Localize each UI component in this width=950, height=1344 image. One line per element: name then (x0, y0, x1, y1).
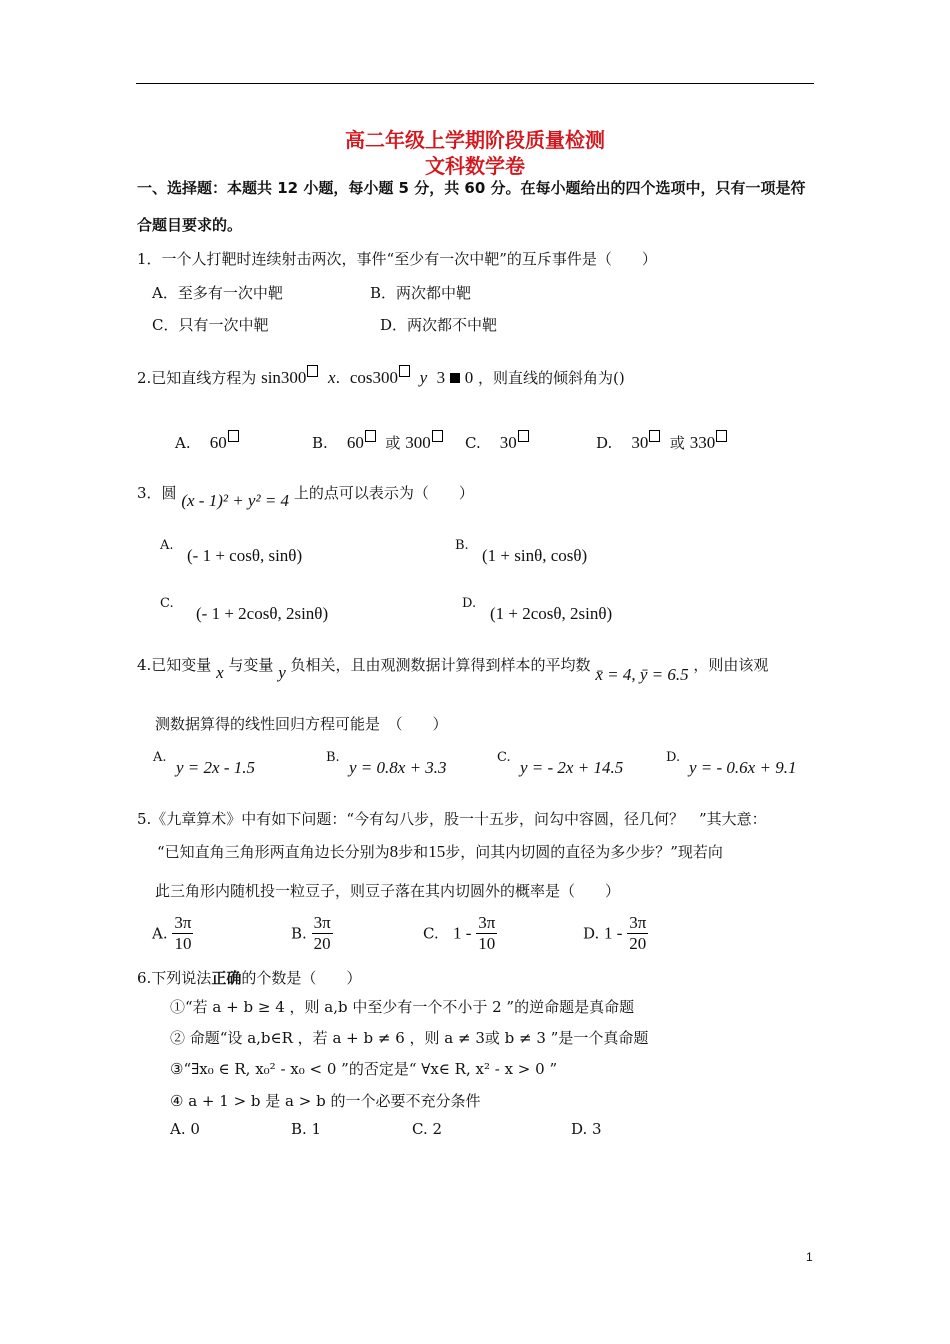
q4-stem (137, 654, 769, 684)
q6-option-b: B. 1 (291, 1120, 322, 1138)
q2-suffix: ，则直线的倾斜角为() (478, 369, 625, 387)
q6-option-d: D. 3 (571, 1120, 602, 1138)
q2-three: 3 (436, 368, 446, 387)
q3-option-d: (1 + 2cosθ, 2sinθ) (490, 604, 613, 623)
q2-d-value2: 330 (689, 433, 716, 452)
q3-option-a: (- 1 + cosθ, sinθ) (187, 546, 303, 565)
q3-option-c: (- 1 + 2cosθ, 2sinθ) (196, 604, 329, 623)
q5-c-label: C. (423, 924, 439, 943)
q2-a-value: 60 (209, 433, 227, 452)
q5-a-den: 10 (174, 934, 192, 953)
q5-option-b (291, 913, 333, 954)
q2-zero: 0 (464, 368, 474, 387)
q1-option-a: A．至多有一次中靶 (152, 284, 283, 302)
q5-option-a (152, 913, 193, 954)
q1-option-b: B．两次都中靶 (370, 284, 472, 302)
degree-box-icon (432, 430, 443, 442)
q2-prefix: 2.已知直线方程为 (137, 369, 257, 387)
page-number: 1 (806, 1250, 813, 1264)
q2-cos: cos300 (349, 368, 399, 387)
q4-x: x (216, 663, 224, 682)
q2-a-label: A. (175, 434, 191, 452)
degree-box-icon (649, 430, 660, 442)
q4-p3: 负相关，且由观测数据计算得到样本的平均数 (290, 656, 591, 674)
q5-line2a: “已知直角三角形两直角边长分别为 (157, 843, 390, 861)
q2-b-label: B. (312, 434, 328, 452)
q3-equation: (x - 1)² + y² = 4 (181, 491, 290, 510)
exam-subtitle: 文科数学卷 (425, 154, 525, 178)
q3-c-label: C. (160, 596, 174, 611)
q4-option-a: y = 2x - 1.5 (176, 758, 255, 777)
q2-d-value1: 30 (631, 433, 649, 452)
section-heading: 一、选择题：本题共 12 小题，每小题 5 分，共 60 分。在每小题给出的四个选项中，只有一项是符 (137, 179, 806, 197)
q5-b-fraction (312, 913, 333, 954)
operator-box-icon (450, 373, 460, 383)
q6-statement-4: ④ a + 1 > b 是 a > b 的一个必要不充分条件 (170, 1092, 481, 1110)
q5-b-num: 3π (313, 913, 331, 932)
q4-p2: 与变量 (228, 656, 274, 674)
q2-option-b (312, 430, 443, 453)
degree-box-icon (307, 365, 318, 377)
q5-a-num: 3π (174, 913, 192, 932)
q4-y: y (278, 663, 286, 682)
q3-d-label: D. (462, 596, 477, 611)
q2-sin: sin300 (261, 368, 307, 387)
q4-b-label: B. (326, 750, 340, 765)
q5-a-label: A. (152, 924, 168, 943)
q6-option-c: C. 2 (412, 1120, 443, 1138)
q6-stem-a: 6.下列说法 (137, 969, 212, 987)
q4-option-c: y = - 2x + 14.5 (520, 758, 624, 777)
q2-x: x (327, 368, 336, 387)
q2-b-or: 或 (385, 434, 401, 452)
q6-statement-3: ③“∃x₀ ∈ R, x₀² - x₀ < 0 ”的否定是“ ∀x∈ R, x² - x > 0 ” (170, 1060, 558, 1078)
q5-a-fraction (172, 913, 193, 954)
q5-d-num: 3π (629, 913, 647, 932)
q2-option-c (465, 430, 529, 453)
q4-a-label: A. (153, 750, 167, 765)
q6-stem-b: 的个数是（ ） (241, 969, 362, 987)
q5-line2b: 步和 (398, 843, 429, 861)
q2-y: y (419, 368, 428, 387)
q3-a-label: A. (160, 538, 174, 553)
degree-box-icon (228, 430, 239, 442)
q6-stem (137, 967, 361, 988)
q3-num: 3．圆 (137, 484, 177, 502)
q2-b-value1: 60 (346, 433, 364, 452)
q6-statement-1: ①“若 a + b ≥ 4 ，则 a,b 中至少有一个不小于 2 ”的逆命题是真命题 (170, 998, 635, 1016)
q1-stem: 1．一个人打靶时连续射击两次，事件“至少有一次中靶”的互斥事件是（ ） (137, 250, 657, 268)
degree-box-icon (716, 430, 727, 442)
q2-d-label: D. (596, 434, 613, 452)
q2-b-value2: 300 (405, 433, 431, 452)
q5-c-num: 3π (478, 913, 496, 932)
q5-b-den: 20 (313, 934, 331, 953)
q6-statement-2: ② 命题“设 a,b∈R ，若 a + b ≠ 6 ，则 a ≠ 3或 b ≠ 3 ”是一个真命题 (170, 1029, 649, 1047)
q5-n15: 15 (428, 842, 446, 861)
q4-option-b: y = 0.8x + 3.3 (349, 758, 447, 777)
q5-b-label: B. (291, 924, 307, 943)
q5-d-pre: 1 - (604, 923, 623, 943)
q6-option-a: A. 0 (170, 1120, 200, 1138)
q4-d-label: D. (666, 750, 681, 765)
q5-c-pre: 1 - (453, 923, 472, 943)
q2-c-label: C. (465, 434, 481, 452)
q5-stem-line2 (157, 841, 723, 862)
section-heading-cont: 合题目要求的。 (137, 216, 243, 234)
q2-option-d (596, 430, 727, 453)
q5-line2c: 步，问其内切圆的直径为多少步？”现若向 (445, 843, 723, 861)
q4-means: x̄ = 4, ȳ = 6.5 (595, 665, 689, 684)
q1-option-d: D．两次都不中靶 (380, 316, 498, 334)
q2-stem: 2.已知直线方程为 sin300 x. cos300 y 3 0 ，则直线的倾斜角为() (137, 365, 625, 388)
q3-b-label: B. (455, 538, 469, 553)
degree-box-icon (399, 365, 410, 377)
q3-stem (137, 482, 474, 510)
q5-option-d (583, 913, 648, 954)
exam-title: 高二年级上学期阶段质量检测 (345, 128, 605, 152)
q6-stem-bold: 正确 (211, 969, 242, 987)
q1-option-c: C．只有一次中靶 (152, 316, 269, 334)
q2-d-or: 或 (669, 434, 685, 452)
q4-stem-cont: 测数据算得的线性回归方程可能是 （ ） (155, 715, 448, 733)
q5-c-fraction (476, 913, 497, 954)
header-rule (136, 83, 814, 84)
q4-p4: ，则由该观 (693, 656, 769, 674)
degree-box-icon (518, 430, 529, 442)
q5-d-label: D. (583, 924, 600, 943)
q3-suffix: 上的点可以表示为（ ） (293, 484, 474, 502)
q3-option-b: (1 + sinθ, cosθ) (482, 546, 588, 565)
q5-option-c (423, 913, 497, 954)
q5-d-fraction (627, 913, 648, 954)
degree-box-icon (365, 430, 376, 442)
q4-option-d: y = - 0.6x + 9.1 (689, 758, 797, 777)
q2-option-a (175, 430, 239, 453)
q5-stem-line1: 5.《九章算术》中有如下问题：“今有勾八步，股一十五步，问勾中容圆，径几何？ ”其大意： (137, 810, 767, 828)
q5-d-den: 20 (629, 934, 647, 953)
q2-c-value: 30 (499, 433, 517, 452)
q4-c-label: C. (497, 750, 511, 765)
q5-stem-line3: 此三角形内随机投一粒豆子，则豆子落在其内切圆外的概率是（ ） (155, 882, 621, 900)
q5-c-den: 10 (478, 934, 496, 953)
q5-n8: 8 (389, 842, 399, 861)
q4-p1: 4.已知变量 (137, 656, 212, 674)
